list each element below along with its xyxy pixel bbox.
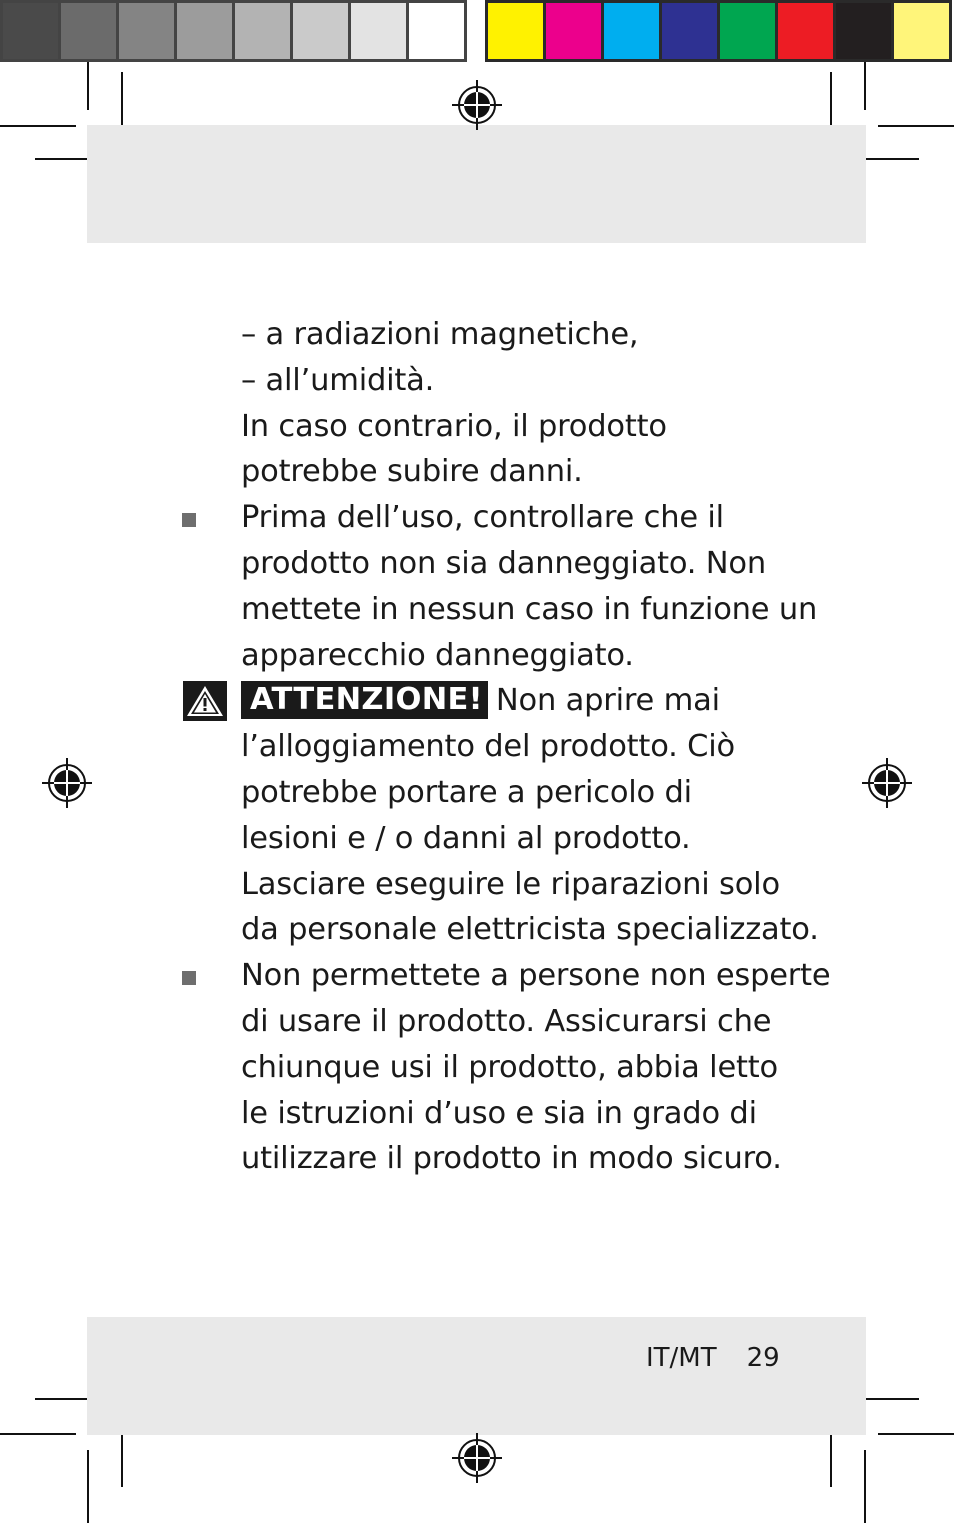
text-line-content: chiunque usi il prodotto, abbia letto (241, 1049, 778, 1085)
color-swatch (174, 0, 235, 62)
warning-label: ATTENZIONE! (241, 681, 488, 719)
registration-mark-icon (452, 80, 502, 130)
text-line-content: Non aprire mai (495, 683, 720, 719)
color-swatch (406, 0, 467, 62)
page-number: 29 (746, 1343, 780, 1373)
bullet-item (0, 953, 954, 999)
text-line (0, 770, 954, 816)
text-line-content: le istruzioni d’uso e sia in grado di (241, 1095, 757, 1131)
text-line (0, 358, 954, 404)
footer-band (87, 1317, 866, 1435)
crop-mark (0, 1433, 76, 1435)
text-line (0, 449, 954, 495)
color-calibration-bar (485, 0, 949, 62)
text-line (0, 541, 954, 587)
text-line-content: lesioni e / o danni al prodotto. (241, 820, 691, 856)
crop-mark (87, 1450, 89, 1523)
crop-mark (878, 1433, 954, 1435)
crop-mark (864, 62, 866, 110)
language-code: IT/MT (646, 1343, 717, 1373)
color-swatch (232, 0, 293, 62)
page-footer (646, 1340, 780, 1376)
text-line-content: Non permettete a persone non esperte (241, 958, 831, 994)
text-line-content: l’alloggiamento del prodotto. Ciò (241, 729, 735, 765)
color-swatch (290, 0, 351, 62)
text-line (0, 312, 954, 358)
text-line (0, 816, 954, 862)
text-line-content: – a radiazioni magnetiche, (241, 317, 639, 352)
text-line-content: mettete in nessun caso in funzione un (241, 591, 818, 627)
text-line-content: utilizzare il prodotto in modo sicuro. (241, 1141, 782, 1177)
square-bullet-icon (182, 513, 196, 527)
gray-calibration-bar (0, 0, 464, 62)
header-band (87, 125, 866, 243)
square-bullet-icon (182, 971, 196, 985)
color-swatch (891, 0, 952, 62)
crop-mark (878, 125, 954, 127)
color-swatch (58, 0, 119, 62)
color-swatch (0, 0, 61, 62)
text-line-content: – all’umidità. (241, 362, 435, 398)
color-swatch (116, 0, 177, 62)
text-line-content: di usare il prodotto. Assicurarsi che (241, 1003, 772, 1039)
text-line (0, 633, 954, 679)
color-swatch (485, 0, 546, 62)
crop-mark (864, 1450, 866, 1523)
text-line (0, 1136, 954, 1182)
bullet-item (0, 495, 954, 541)
text-line-content: potrebbe portare a pericolo di (241, 774, 692, 810)
text-line (0, 907, 954, 953)
text-line-content: Lasciare eseguire le riparazioni solo (241, 866, 780, 902)
text-line-content: apparecchio danneggiato. (241, 637, 634, 673)
text-line (0, 404, 954, 450)
text-line-content: potrebbe subire danni. (241, 454, 583, 490)
text-line (0, 724, 954, 770)
color-swatch (775, 0, 836, 62)
text-line-content: prodotto non sia danneggiato. Non (241, 545, 766, 581)
text-line-content: In caso contrario, il prodotto (241, 408, 667, 444)
color-swatch (717, 0, 778, 62)
warning-triangle-icon (183, 681, 227, 721)
color-swatch (601, 0, 662, 62)
safety-instructions (0, 312, 954, 1182)
text-line (0, 862, 954, 908)
color-swatch (543, 0, 604, 62)
text-line (0, 1045, 954, 1091)
text-line (0, 999, 954, 1045)
text-line (0, 587, 954, 633)
warning-item (0, 678, 954, 724)
color-swatch (833, 0, 894, 62)
crop-mark (0, 125, 76, 127)
text-line (0, 1091, 954, 1137)
color-swatch (659, 0, 720, 62)
text-line-content: Prima dell’uso, controllare che il (241, 500, 724, 536)
text-line-content: da personale elettricista specializzato. (241, 912, 819, 948)
crop-mark (87, 62, 89, 110)
registration-mark-icon (452, 1433, 502, 1483)
color-swatch (348, 0, 409, 62)
